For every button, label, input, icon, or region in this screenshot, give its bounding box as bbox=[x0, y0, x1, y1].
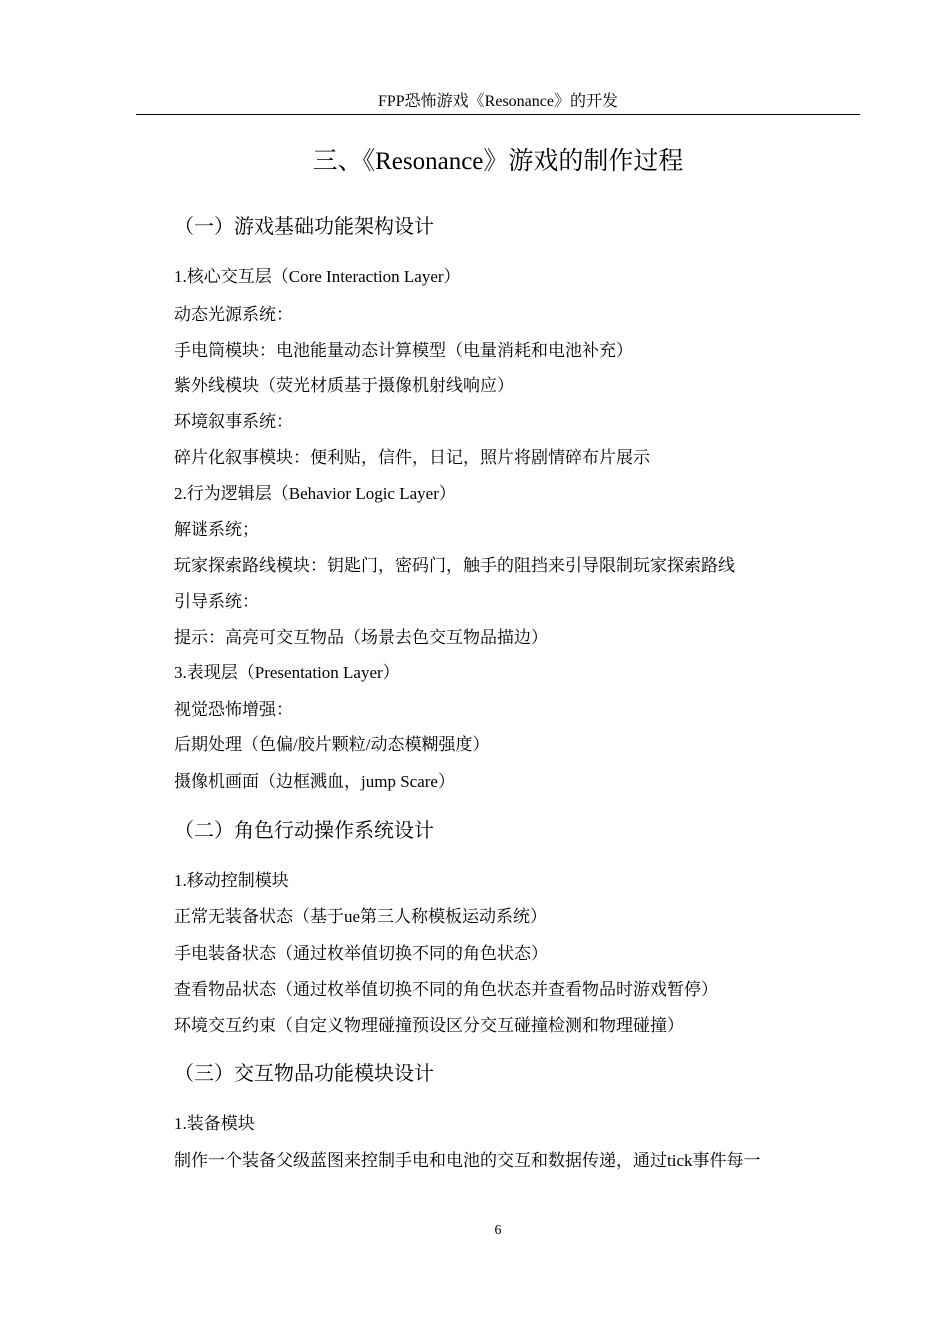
body-line: 手电筒模块：电池能量动态计算模型（电量消耗和电池补充） bbox=[174, 341, 633, 360]
body-line: 环境交互约束（自定义物理碰撞预设区分交互碰撞检测和物理碰撞） bbox=[174, 1016, 684, 1035]
page-header: FPP恐怖游戏《Resonance》的开发 bbox=[136, 92, 860, 115]
body-line: 引导系统： bbox=[174, 592, 259, 611]
body-line: 正常无装备状态（基于ue第三人称模板运动系统） bbox=[174, 907, 548, 926]
subsection-title: 2.行为逻辑层（Behavior Logic Layer） bbox=[174, 484, 456, 503]
body-line: 视觉恐怖增强： bbox=[174, 700, 293, 719]
body-line: 玩家探索路线模块：钥匙门，密码门，触手的阻挡来引导限制玩家探索路线 bbox=[174, 556, 735, 575]
section-title: （三）交互物品功能模块设计 bbox=[174, 1063, 434, 1085]
subsection-title: 3.表现层（Presentation Layer） bbox=[174, 663, 400, 682]
body-line: 解谜系统； bbox=[174, 520, 259, 539]
subsection-title: 1.移动控制模块 bbox=[174, 871, 289, 890]
page-number: 6 bbox=[494, 1223, 502, 1238]
section-title: （一）游戏基础功能架构设计 bbox=[174, 216, 434, 238]
body-line: 环境叙事系统： bbox=[174, 412, 293, 431]
subsection-title: 1.核心交互层（Core Interaction Layer） bbox=[174, 267, 461, 286]
body-line: 提示：高亮可交互物品（场景去色交互物品描边） bbox=[174, 628, 548, 647]
body-line: 手电装备状态（通过枚举值切换不同的角色状态） bbox=[174, 944, 548, 963]
body-line: 制作一个装备父级蓝图来控制手电和电池的交互和数据传递，通过tick事件每一 bbox=[174, 1151, 761, 1170]
body-line: 摄像机画面（边框溅血，jump Scare） bbox=[174, 772, 455, 791]
chapter-title: 三、《Resonance》游戏的制作过程 bbox=[312, 148, 684, 175]
body-line: 紫外线模块（荧光材质基于摄像机射线响应） bbox=[174, 376, 514, 395]
body-line: 碎片化叙事模块：便利贴，信件，日记，照片将剧情碎布片展示 bbox=[174, 448, 650, 467]
body-line: 查看物品状态（通过枚举值切换不同的角色状态并查看物品时游戏暂停） bbox=[174, 980, 718, 999]
subsection-title: 1.装备模块 bbox=[174, 1114, 255, 1133]
section-title: （二）角色行动操作系统设计 bbox=[174, 820, 434, 842]
body-line: 动态光源系统： bbox=[174, 305, 293, 324]
body-line: 后期处理（色偏/胶片颗粒/动态模糊强度） bbox=[174, 735, 490, 754]
